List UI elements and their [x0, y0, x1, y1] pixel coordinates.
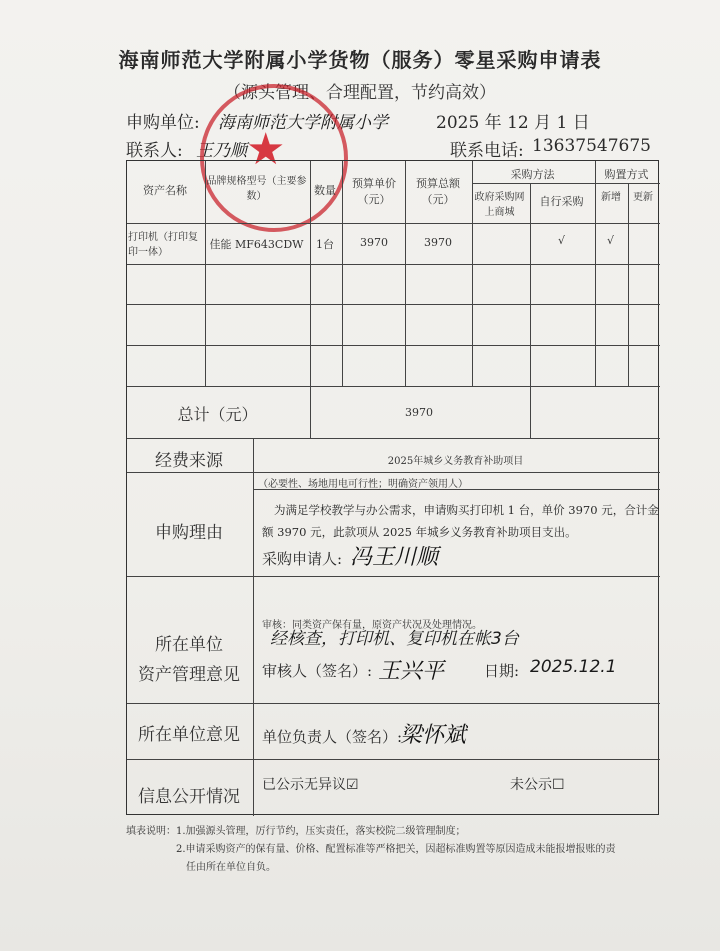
reviewer-signature: 王兴平 — [378, 659, 445, 684]
header-type-new: 新增 — [601, 192, 621, 203]
row-qty: 1台 — [316, 238, 334, 251]
unit-value: 海南师范大学附属小学 — [218, 113, 388, 133]
asset-handwritten-note: 经核查，打印机、复印机在帐3台 — [270, 629, 519, 649]
contact-value: 王乃顺 — [196, 141, 247, 161]
notes-item-2a: 2.申请采购资产的保有量、价格、配置标准等严格把关，因超标准购置等原因造成未能报增报账的责 — [176, 844, 616, 855]
seal-star-icon: ★ — [246, 124, 286, 175]
row-total-price: 3970 — [424, 236, 452, 249]
row-method-self-check: √ — [557, 234, 565, 247]
header-method-self: 自行采购 — [539, 195, 584, 208]
phone-label: 联系电话: — [450, 141, 524, 161]
disclosure-label: 信息公开情况 — [138, 787, 240, 807]
notes-item-1: 1.加强源头管理，厉行节约，压实责任，落实校院二级管理制度； — [176, 826, 466, 837]
reason-label: 申购理由 — [155, 523, 223, 543]
date-label: 日期: — [484, 662, 520, 680]
unit-label: 申购单位: — [126, 113, 200, 133]
row-unit-price: 3970 — [360, 236, 388, 249]
leader-signature: 梁怀斌 — [400, 723, 467, 748]
request-date: 2025 年 12 月 1 日 — [436, 113, 590, 133]
header-type-renew: 更新 — [633, 192, 653, 203]
header-total-price: 预算总额（元） — [416, 177, 460, 206]
form-title: 海南师范大学附属小学货物（服务）零星采购申请表 — [118, 48, 602, 72]
reviewer-label: 审核人（签名）: — [262, 662, 373, 680]
asset-note: 审核：同类资产保有量，原资产状况及处理情况。 — [262, 620, 482, 631]
unit-opinion-label: 所在单位意见 — [138, 725, 240, 745]
contact-label: 联系人: — [126, 141, 183, 161]
not-disclosed-status: 未公示☐ — [510, 777, 565, 793]
header-asset-name: 资产名称 — [143, 184, 187, 197]
row-asset-name: 打印机（打印复印一体） — [128, 232, 198, 258]
form-subtitle: （源头管理、合理配置，节约高效） — [224, 83, 496, 103]
reason-text-line1: 为满足学校教学与办公需求，申请购买打印机 1 台，单价 3970 元，合计金 — [274, 503, 659, 517]
header-qty: 数量 — [314, 184, 336, 197]
header-unit-price: 预算单价（元） — [352, 177, 396, 206]
applicant-signature: 冯王川顺 — [350, 545, 439, 570]
header-purchase-type: 购置方式 — [604, 168, 649, 181]
total-value: 3970 — [405, 406, 433, 419]
total-label: 总计（元） — [177, 405, 258, 424]
asset-opinion-label-1: 所在单位 — [155, 635, 223, 655]
header-method: 采购方法 — [510, 168, 555, 181]
asset-opinion-label-2: 资产管理意见 — [138, 665, 240, 685]
funding-label: 经费来源 — [155, 451, 223, 471]
notes-item-2b: 任由所在单位自负。 — [186, 862, 276, 873]
reason-note: （必要性、场地用电可行性；明确资产领用人） — [258, 479, 468, 490]
row-spec: 佳能 MF643CDW — [209, 238, 304, 251]
phone-value: 13637547675 — [532, 136, 651, 156]
row-type-new-check: √ — [606, 234, 614, 247]
funding-value: 2025年城乡义务教育补助项目 — [387, 456, 524, 467]
leader-label: 单位负责人（签名）: — [262, 728, 403, 746]
disclosed-status: 已公示无异议☑ — [262, 777, 359, 793]
reason-text-line2: 额 3970 元，此款项从 2025 年城乡义务教育补助项目支出。 — [262, 525, 577, 539]
applicant-sign-label: 采购申请人: — [262, 550, 343, 568]
header-spec: 品牌规格型号（主要参数） — [206, 176, 307, 202]
header-method-gov: 政府采购网上商城 — [474, 192, 525, 218]
review-date: 2025.12.1 — [530, 657, 617, 677]
notes-label: 填表说明： — [126, 826, 176, 837]
